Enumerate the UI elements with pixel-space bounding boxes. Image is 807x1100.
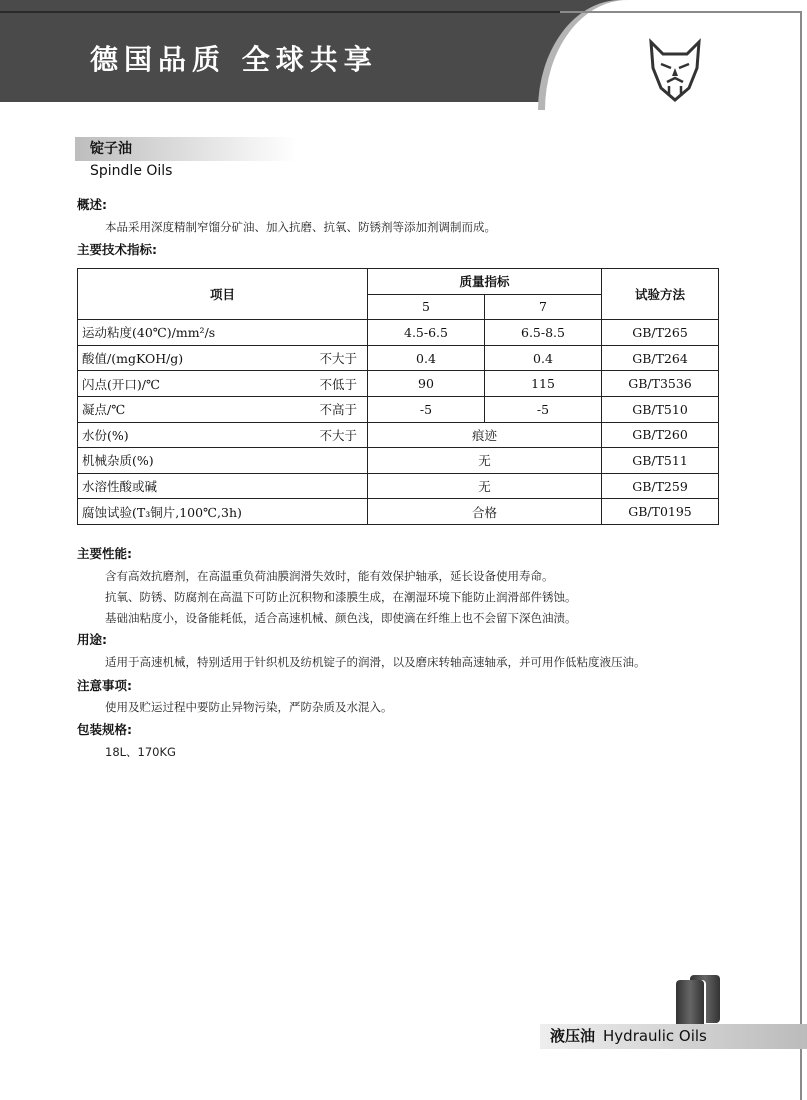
table-row (78, 345, 719, 371)
usage-heading: 用途: (77, 632, 107, 647)
cell-qualifier: 不大于 (299, 345, 367, 371)
footer-title-en: Hydraulic Oils (603, 1027, 707, 1045)
cell-v5: -5 (368, 396, 485, 422)
cell-method: GB/T260 (602, 422, 719, 448)
table-row (78, 422, 719, 448)
cell-v7: 115 (485, 371, 602, 397)
cell-item: 运动粘度(40℃)/mm²/s (78, 320, 300, 346)
cell-item: 闪点(开口)/℃ (78, 371, 300, 397)
cell-item: 酸值/(mgKOH/g) (78, 345, 300, 371)
col-grade-5: 5 (368, 294, 485, 320)
notes-heading: 注意事项: (77, 678, 132, 693)
slogan: 德国品质 全球共享 (90, 43, 378, 76)
performance-line: 抗氧、防锈、防腐剂在高温下可防止沉积物和漆膜生成，在潮湿环境下能防止润滑部件锈蚀。 (105, 590, 577, 604)
cell-v7: 6.5-8.5 (485, 320, 602, 346)
page-border (800, 12, 802, 1100)
cell-v5: 4.5-6.5 (368, 320, 485, 346)
cell-qualifier (299, 448, 367, 474)
table-row (78, 448, 719, 474)
cell-item: 机械杂质(%) (78, 448, 300, 474)
performance-heading: 主要性能: (77, 546, 132, 561)
table-row (78, 371, 719, 397)
cell-method: GB/T511 (602, 448, 719, 474)
table-row (78, 473, 719, 499)
footer-title-cn: 液压油 (550, 1027, 596, 1045)
cell-qualifier: 不低于 (299, 371, 367, 397)
cell-qualifier: 不大于 (299, 422, 367, 448)
col-method: 试验方法 (602, 269, 719, 320)
table-row (78, 499, 719, 525)
cell-item: 水份(%) (78, 422, 300, 448)
spec-table (77, 268, 719, 525)
cell-item: 水溶性酸或碱 (78, 473, 300, 499)
cell-value: 无 (368, 448, 602, 474)
cell-v5: 0.4 (368, 345, 485, 371)
cell-v7: 0.4 (485, 345, 602, 371)
col-quality: 质量指标 (368, 269, 602, 295)
cell-qualifier (299, 473, 367, 499)
overview-heading: 概述: (77, 197, 107, 212)
packaging-heading: 包装规格: (77, 722, 132, 737)
wildcat-logo-icon (645, 38, 705, 102)
cell-item: 腐蚀试验(T₃铜片,100℃,3h) (78, 499, 300, 525)
table-row (78, 396, 719, 422)
cell-qualifier (299, 320, 367, 346)
performance-line: 含有高效抗磨剂，在高温重负荷油膜润滑失效时，能有效保护轴承，延长设备使用寿命。 (105, 569, 554, 583)
section-title-en: Spindle Oils (90, 163, 173, 179)
cell-method: GB/T264 (602, 345, 719, 371)
notes-text: 使用及贮运过程中要防止异物污染，严防杂质及水混入。 (105, 700, 393, 714)
cell-v7: -5 (485, 396, 602, 422)
overview-text: 本品采用深度精制窄馏分矿油、加入抗磨、抗氧、防锈剂等添加剂调制而成。 (105, 220, 496, 234)
oil-barrel-icon (676, 980, 704, 1028)
table-row (78, 320, 719, 346)
cell-method: GB/T265 (602, 320, 719, 346)
specs-heading: 主要技术指标: (77, 242, 157, 257)
cell-value: 合格 (368, 499, 602, 525)
section-title-cn: 锭子油 (75, 137, 297, 161)
cell-v5: 90 (368, 371, 485, 397)
cell-method: GB/T3536 (602, 371, 719, 397)
col-grade-7: 7 (485, 294, 602, 320)
cell-value: 无 (368, 473, 602, 499)
packaging-text: 18L、170KG (105, 745, 176, 759)
cell-item: 凝点/℃ (78, 396, 300, 422)
cell-qualifier: 不高于 (299, 396, 367, 422)
footer-next-product (540, 1024, 807, 1049)
col-item: 项目 (78, 269, 368, 320)
performance-line: 基础油粘度小，设备能耗低，适合高速机械、颜色浅，即使滴在纤维上也不会留下深色油渍。 (105, 611, 577, 625)
usage-text: 适用于高速机械，特别适用于针织机及纺机锭子的润滑，以及磨床转轴高速轴承，并可用作低粘度液压油。 (105, 655, 646, 669)
cell-method: GB/T259 (602, 473, 719, 499)
cell-method: GB/T510 (602, 396, 719, 422)
cell-method: GB/T0195 (602, 499, 719, 525)
cell-qualifier (299, 499, 367, 525)
cell-value: 痕迹 (368, 422, 602, 448)
